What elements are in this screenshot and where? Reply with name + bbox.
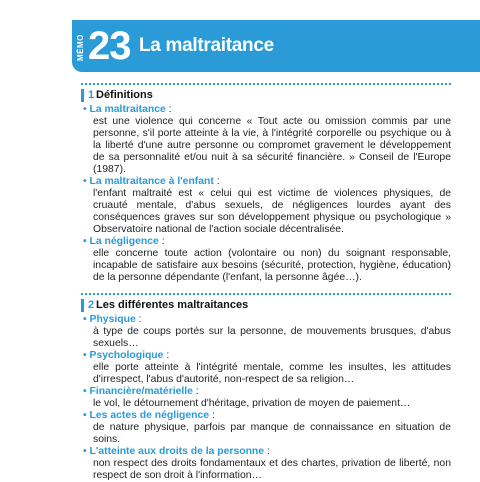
bullet-icon: •: [83, 446, 90, 457]
list-item: • Financière/matérielle : le vol, le détournement d'héritage, privation de moyen de paiement…: [81, 386, 451, 410]
section-title: Les différentes maltraitances: [96, 299, 249, 311]
section-marker-bar: [81, 299, 84, 312]
term-description: à type de coups portés sur la personne, de mouvements brusques, d'abus sexuels…: [93, 326, 451, 349]
section-number: 1: [88, 89, 95, 101]
list-item: • Psychologique : elle porte atteinte à l'intégrité mentale, comme les insultes, les attitudes d'irrespect, l'abus d'autorité, non-respect de sa religion…: [83, 350, 451, 385]
term-label: Physique: [89, 314, 136, 325]
term-label: La maltraitance: [89, 104, 166, 115]
bullet-icon: •: [83, 236, 90, 247]
section-title: Définitions: [96, 89, 153, 101]
term-label: Psychologique: [89, 350, 164, 361]
bullet-icon: •: [83, 314, 90, 325]
bullet-icon: •: [83, 350, 90, 361]
term-description: le vol, le détournement d'héritage, privation de moyen de paiement…: [93, 398, 411, 409]
list-item: • La maltraitance : est une violence qui concerne « Tout acte ou omission commis par une personne, s'il porte atteinte à la vie, à l'intégrité corporelle ou psychique ou à la liberté d'une autre personne ou compromet gravement le développement de sa personnalité et/ou nuit à sa sécurité financière. » Conseil de l'Europe (1987).: [83, 104, 451, 175]
list-item: • La maltraitance à l'enfant : l'enfant maltraité est « celui qui est victime de violences physiques, de cruauté mentale, d'abus sexuels, de négligences lourdes ayant des conséquences graves sur son développement physique ou psychologique » Observatoire national de l'action sociale décentralisée.: [83, 176, 451, 235]
bullet-icon: •: [83, 410, 90, 421]
list-item: • L'atteinte aux droits de la personne : non respect des droits fondamentaux et des chartes, privation de liberté, non respect de son droit à l'information…: [83, 446, 451, 481]
bullet-icon: •: [83, 176, 90, 187]
section-heading: [81, 293, 451, 314]
term-description: de nature physique, parfois par manque de connaissance en situation de soins.: [93, 422, 451, 445]
term-label: La négligence: [89, 236, 159, 247]
memo-label: MÉMO: [76, 34, 85, 62]
term-description: l'enfant maltraité est « celui qui est victime de violences physiques, de cruauté mentale, d'abus sexuels, de négligences lourdes ayant des conséquences graves sur son développement physique ou psychologique » Observatoire national de l'action sociale décentralisée.: [93, 188, 451, 235]
term-description: est une violence qui concerne « Tout acte ou omission commis par une personne, s'il porte atteinte à la vie, à l'intégrité corporelle ou psychique ou à la liberté d'une autre personne ou compromet gravement le développement de sa personnalité et/ou nuit à sa sécurité financière. » Conseil de l'Europe (1987).: [93, 116, 451, 175]
section-types: [81, 293, 451, 482]
term-label: La maltraitance à l'enfant: [89, 176, 214, 187]
list-item: • Physique : à type de coups portés sur la personne, de mouvements brusques, d'abus sexuels…: [83, 314, 451, 349]
list-item: • La négligence : elle concerne toute action (volontaire ou non) du soignant responsable, incapable de satisfaire aux besoins (sécurité, protection, hygiène, éducation) de la personne dépendante (l'enfant, la personne âgée…).: [83, 236, 451, 283]
section-marker-bar: [81, 89, 84, 102]
term-description: elle concerne toute action (volontaire ou non) du soignant responsable, incapable de satisfaire aux besoins (sécurité, protection, hygiène, éducation) de la personne dépendante (l'enfant, la personne âgée…).: [93, 248, 451, 283]
term-description: elle porte atteinte à l'intégrité mentale, comme les insultes, les attitudes d'irrespect, l'abus d'autorité, non-respect de sa religion…: [93, 362, 451, 385]
bullet-icon: •: [83, 386, 90, 397]
list-item: • Les actes de négligence : de nature physique, parfois par manque de connaissance en situation de soins.: [83, 410, 451, 445]
section-number: 2: [88, 299, 95, 311]
term-label: Les actes de négligence: [89, 410, 210, 421]
term-description: non respect des droits fondamentaux et des chartes, privation de liberté, non respect de son droit à l'information…: [93, 458, 451, 481]
section-heading: [81, 83, 451, 104]
memo-title: La maltraitance: [139, 35, 274, 56]
bullet-icon: •: [83, 104, 90, 115]
memo-number: 23: [88, 24, 131, 68]
section-definitions: [81, 83, 451, 284]
term-label: L'atteinte aux droits de la personne: [89, 446, 265, 457]
term-label: Financière/matérielle: [89, 386, 193, 397]
memo-header-band: [72, 20, 480, 72]
